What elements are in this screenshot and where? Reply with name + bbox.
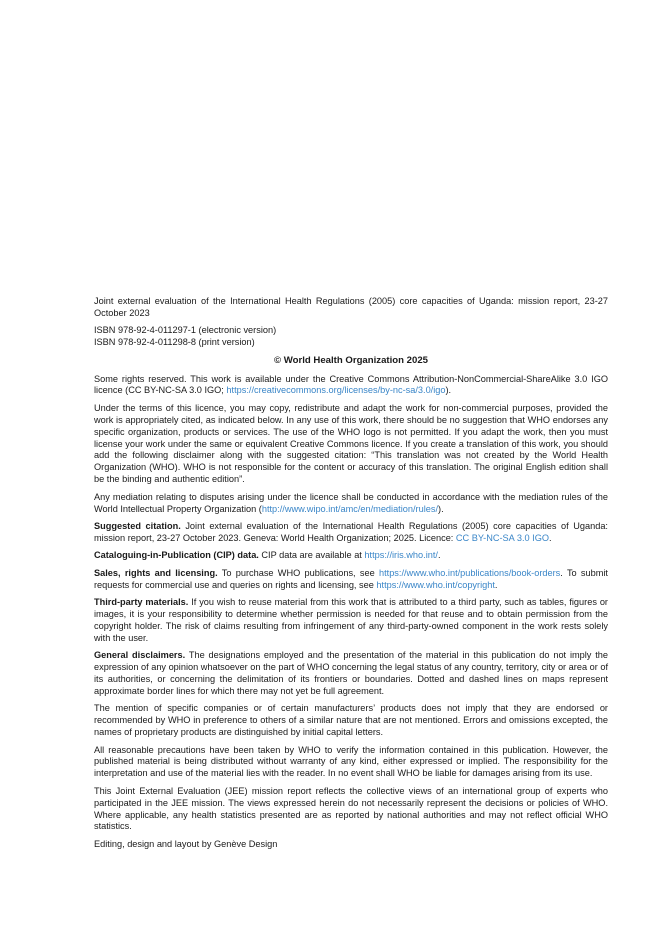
creative-commons-link[interactable]: https://creativecommons.org/licenses/by-nc-sa/3.0/igo	[226, 385, 446, 396]
third-party-paragraph	[94, 597, 608, 645]
rights-text: Some rights reserved. This work is available under the Creative Commons Attribution-NonCommercial-ShareAlike 3.0 IGO licence (CC BY-NC-SA 3.0 IGO;	[94, 373, 608, 396]
credits-line: Editing, design and layout by Genève Design	[94, 838, 278, 849]
isbn-electronic: ISBN 978-92-4-011297-1 (electronic version)	[94, 325, 277, 336]
third-party-text: If you wish to reuse material from this work that is attributed to a third party, such as tables, figures or images, it is your responsibility to determine whether permission is needed for that reuse and to obtain permission from the copyright holder. The risk of claims resulting from infringement of any third-party-owned component in the work rests solely with the user.	[94, 597, 608, 643]
sales-label: Sales, rights and licensing.	[94, 567, 218, 578]
precautions-paragraph: All reasonable precautions have been taken by WHO to verify the information contained in this publication. However, the published material is being distributed without warranty of any kind, either expressed or implied. The responsibility for the interpretation and use of the material lies with the reader. In no event shall WHO be liable for damages arising from its use.	[94, 744, 608, 779]
sales-text-1: To purchase WHO publications, see	[217, 567, 379, 578]
mediation-text-end: ).	[438, 503, 444, 514]
copyright-page	[94, 296, 608, 856]
cip-text: CIP data are available at	[258, 550, 365, 561]
citation-text-end: .	[549, 532, 552, 543]
third-party-label: Third-party materials.	[94, 597, 189, 608]
cip-text-end: .	[437, 550, 441, 561]
book-orders-link[interactable]: https://www.who.int/publications/book-orders	[378, 567, 561, 578]
mediation-text: Any mediation relating to disputes arising under the licence shall be conducted in accordance with the mediation rules of the World Intellectual Property Organization (	[94, 491, 608, 514]
rights-paragraph	[94, 374, 608, 398]
sales-paragraph	[94, 568, 608, 592]
iris-link[interactable]: https://iris.who.int/	[364, 550, 438, 561]
cip-paragraph	[94, 550, 608, 562]
sales-text-3: .	[494, 579, 498, 590]
cip-label: Cataloguing-in-Publication (CIP) data.	[94, 550, 259, 561]
sales-text-2: . To submit requests for commercial use and queries on rights and licensing, see	[94, 567, 608, 590]
citation-text: Joint external evaluation of the International Health Regulations (2005) core capacities of Uganda: mission report, 23-27 October 2023. Geneva: World Health Organization; 2025. Licence:	[94, 521, 608, 543]
citation-label: Suggested citation.	[94, 521, 181, 531]
mediation-paragraph	[94, 492, 608, 516]
general-disclaimers-paragraph	[94, 650, 608, 698]
licence-terms-paragraph: Under the terms of this licence, you may copy, redistribute and adapt the work for non-commercial purposes, provided the work is appropriately cited, as indicated below. In any use of this work, there should be no suggestion that WHO endorses any specific organization, products or services. The use of the WHO logo is not permitted. If you adapt the work, then you must license your work under the same or equivalent Creative Commons licence. If you create a translation of this work, you should add the following disclaimer along with the suggested citation: “This translation was not created by the World Health Organization (WHO). WHO is not responsible for the content or accuracy of this translation. The original English edition shall be the binding and authentic edition”.	[94, 402, 608, 485]
copyright-notice: © World Health Organization 2025	[273, 354, 429, 366]
copyright-link[interactable]: https://www.who.int/copyright	[376, 579, 495, 590]
wipo-mediation-link[interactable]: http://www.wipo.int/amc/en/mediation/rules/	[261, 503, 439, 514]
citation-paragraph	[94, 521, 608, 545]
general-disclaimers-label: General disclaimers.	[94, 650, 186, 661]
jee-note-paragraph: This Joint External Evaluation (JEE) mission report reflects the collective views of an international group of experts who participated in the JEE mission. The views expressed herein do not necessarily represent the decisions or policies of WHO. Where applicable, any health statistics presented are as reported by national authorities and may not reflect official WHO statistics.	[94, 785, 608, 832]
report-title: Joint external evaluation of the International Health Regulations (2005) core capacities of Uganda: mission report, 23-27 October 2023	[94, 296, 608, 318]
licence-link[interactable]: CC BY-NC-SA 3.0 IGO	[455, 532, 550, 543]
manufacturers-paragraph: The mention of specific companies or of certain manufacturers’ products does not imply that they are endorsed or recommended by WHO in preference to others of a similar nature that are not mentioned. Errors and omissions excepted, the names of proprietary products are distinguished by initial capital letters.	[94, 703, 608, 738]
general-disclaimers-text: The designations employed and the presentation of the material in this publication do not imply the expression of any opinion whatsoever on the part of WHO concerning the legal status of any country, territory, city or area or of its authorities, or concerning the delimitation of its frontiers or boundaries. Dotted and dashed lines on maps represent approximate border lines for which there may not yet be full agreement.	[94, 650, 608, 696]
rights-text-end: ).	[445, 385, 452, 396]
isbn-print: ISBN 978-92-4-011298-8 (print version)	[94, 337, 255, 348]
